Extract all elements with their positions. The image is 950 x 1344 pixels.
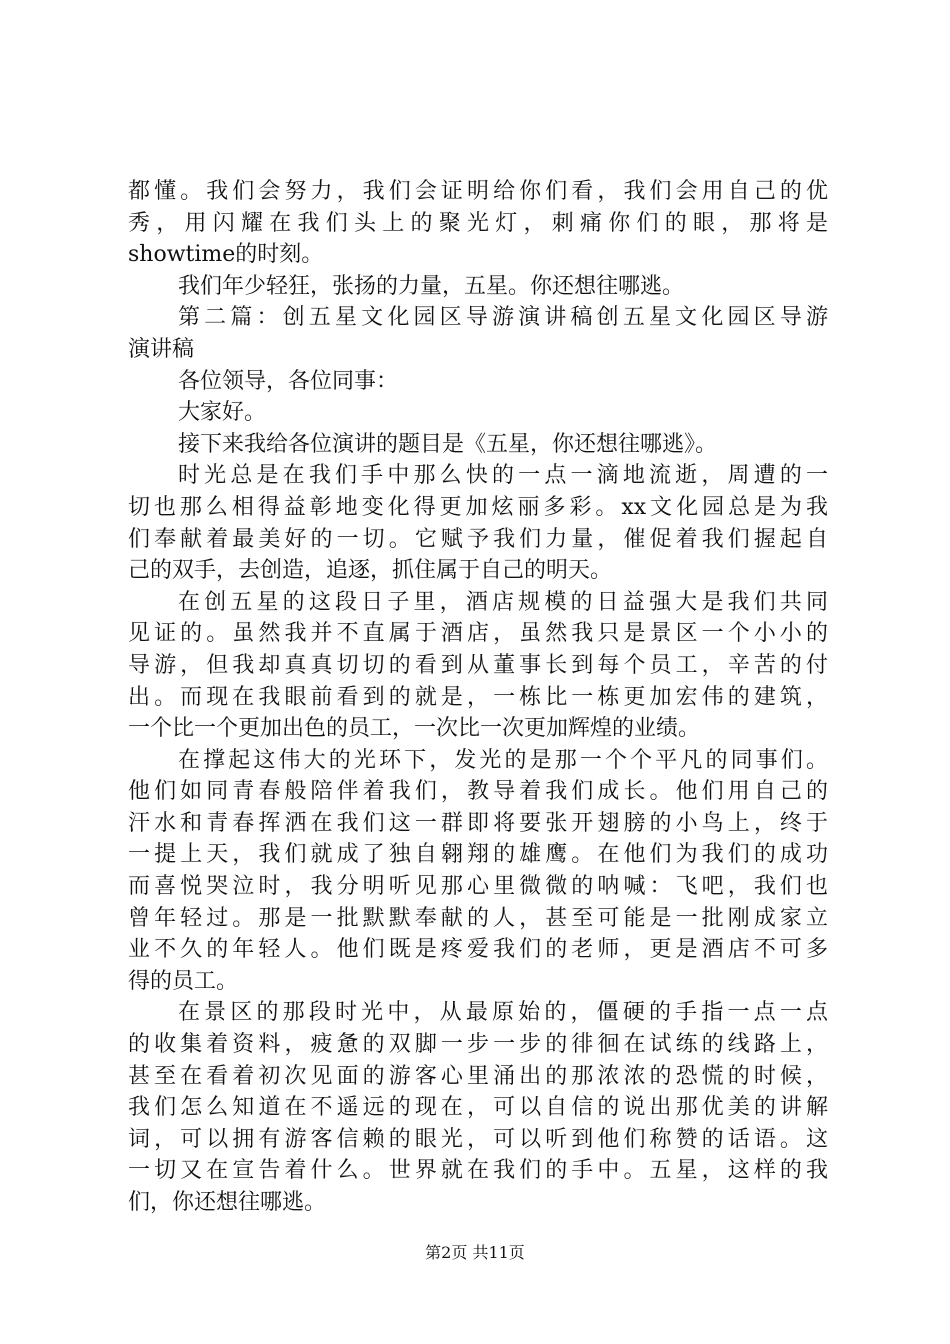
text-line: 一切又在宣告着什么。世界就在我们的手中。五星，这样的我 xyxy=(128,1158,828,1184)
text-line: 都懂。我们会努力，我们会证明给你们看，我们会用自己的优 xyxy=(128,179,828,204)
text-line: 在景区的那段时光中，从最原始的，僵硬的手指一点一点 xyxy=(178,1000,828,1026)
text-line: 在撑起这伟大的光环下，发光的是那一个个平凡的同事们。 xyxy=(178,747,828,773)
text-line: 得的员工。 xyxy=(128,968,239,994)
text-line: 导游，但我却真真切切的看到从董事长到每个员工，辛苦的付 xyxy=(128,652,828,678)
text-line: 出。而现在我眼前看到的就是，一栋比一栋更加宏伟的建筑， xyxy=(128,684,828,710)
text-line: 秀，用闪耀在我们头上的聚光灯，刺痛你们的眼，那将是 xyxy=(128,210,828,236)
text-line: 而喜悦哭泣时，我分明听见那心里微微的呐喊：飞吧，我们也 xyxy=(128,874,828,900)
text-line: 切也那么相得益彰地变化得更加炫丽多彩。xx文化园总是为我 xyxy=(128,494,828,520)
text-line: 们，你还想往哪逃。 xyxy=(128,1190,327,1215)
text-line: 各位领导，各位同事： xyxy=(178,368,399,394)
text-line: 我们怎么知道在不遥远的现在，可以自信的说出那优美的讲解 xyxy=(128,1095,828,1121)
text-line: 业不久的年轻人。他们既是疼爱我们的老师，更是酒店不可多 xyxy=(128,937,828,963)
text-line: 们奉献着最美好的一切。它赋予我们力量，催促着我们握起自 xyxy=(128,526,828,552)
text-line: 曾年轻过。那是一批默默奉献的人，甚至可能是一批刚成家立 xyxy=(128,905,828,931)
text-line: 一提上天，我们就成了独自翱翔的雄鹰。在他们为我们的成功 xyxy=(128,842,828,868)
text-line: 己的双手，去创造，追逐，抓住属于自己的明天。 xyxy=(128,558,613,584)
text-line: 见证的。虽然我并不直属于酒店，虽然我只是景区一个小小的 xyxy=(128,621,828,647)
text-line: 接下来我给各位演讲的题目是《五星，你还想往哪逃》。 xyxy=(178,431,718,457)
document-body xyxy=(128,176,828,1219)
text-line: 在创五星的这段日子里，酒店规模的日益强大是我们共同 xyxy=(178,589,828,615)
text-line: showtime的时刻。 xyxy=(128,242,324,268)
text-line: 演讲稿 xyxy=(128,336,195,362)
text-line: 时光总是在我们手中那么快的一点一滴地流逝，周遭的一 xyxy=(178,463,828,489)
text-line: 一个比一个更加出色的员工，一次比一次更加辉煌的业绩。 xyxy=(128,716,701,742)
text-line: 第二篇：创五星文化园区导游演讲稿创五星文化园区导游 xyxy=(178,305,828,331)
text-line: 词，可以拥有游客信赖的眼光，可以听到他们称赞的话语。这 xyxy=(128,1126,828,1152)
text-line: 我们年少轻狂，张扬的力量，五星。你还想往哪逃。 xyxy=(178,273,685,299)
page-number: 第2页 共11页 xyxy=(425,1243,525,1262)
text-line: 的收集着资料，疲惫的双脚一步一步的徘徊在试练的线路上， xyxy=(128,1032,828,1058)
text-line: 甚至在看着初次见面的游客心里涌出的那浓浓的恐慌的时候， xyxy=(128,1063,828,1089)
text-line: 他们如同青春般陪伴着我们，教导着我们成长。他们用自己的 xyxy=(128,779,828,805)
text-line: 大家好。 xyxy=(178,400,267,426)
text-line: 汗水和青春挥洒在我们这一群即将要张开翅膀的小鸟上，终于 xyxy=(128,810,828,836)
